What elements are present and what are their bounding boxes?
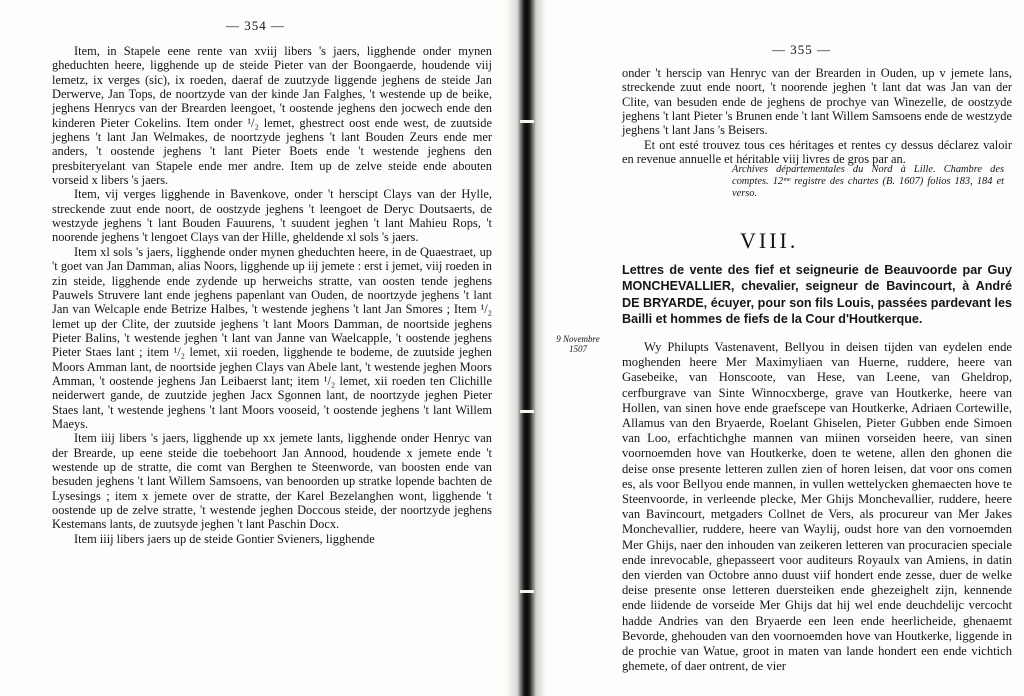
gutter-speck — [520, 410, 534, 413]
page-number-354: — 354 — — [226, 18, 285, 33]
paragraph-continuation: onder 't herscip van Henryc van der Brearden in Ouden, up v jemete lans, streckende zuut ende noort, 't noorende jeghen 't lant dat was Jan van der Clite, van besuden ende de jeghens de prochye van Winezelle, de oostzyde jeghens 't lant Pieter 's Brunen ende 't lant Willem Samsoens ende de westzyde jeghens 't lant Jans 's Beisers. — [622, 66, 1012, 138]
paragraph-summary: Et ont esté trouvez tous ces héritages et rentes cy dessus déclarez valoir en revenue annuelle et héritable viij livres de gros par an. — [622, 137, 1012, 167]
right-page-top-text — [622, 66, 1012, 166]
left-page — [0, 0, 506, 696]
paragraph-bavenkove: Item, vij verges ligghende in Bavenkove, onder 't herscipt Clays van der Hylle, streckende zuut ende noort, de oostzyde jeghens 't leengoet de Deryc Doutsaerts, de westzyde jeghens 't lant Bouden Fauurens, 't suudent jeghen 't lant Mahieu Rops, 't noorende jeghens 't lengoet Clays van der Hille, gheldende xl sols 's jaers. — [52, 187, 492, 245]
right-page — [546, 0, 1024, 696]
gutter-speck — [520, 590, 534, 593]
paragraph-quaestraet: Item xl sols 's jaers, ligghende onder mynen gheduchten heere, in de Quaestraet, up 't goet van Jan Damman, alias Noors, ligghende up iij jemete : erst i jemet, viij roeden in zin steide, ligghende ende zydende up herweichs stratte, van oosten tende jeghens Pauwels Struvere lant ende jeghens papenlant van Ouden, de noortzyde jeghens 't lant Jan van Welcaple ende Betrize Halbes, 't westende jeghens 't lant Jan Smores ; Item ¹/₂ lemet up der Clite, der zuutside jeghens 't lant Moors Damman, de noortside jeghens Pieter Balins, 't westende jeghen 't lant van Janne van Waelcapple, 't oostende jeghens Pieter Staes lant ; item ¹/₂ lemet, xii roeden, ligghende te bodeme, de zuutside jeghen Moors Amman lant, de noortside jeghen Clays van Abele lant, 't westende jeghen Moors Amman, 't oostende jeghens Jan Leibaerst lant; item ¹/₂ lemet, xii roeden ten Clichille neiderwert gande, de zuutzide jeghen Jacx Sgonnen lant, de noortzyde jeghen Pieter Staes lant, 't westende jeghens 't lant Moors vooseid, 't oostende jeghens 't lant Willem Maeys. — [52, 244, 492, 431]
left-page-text — [52, 44, 492, 546]
right-page-main-text — [622, 340, 1012, 674]
margin-date-note: 9 Novembre 1507 — [556, 334, 600, 354]
archive-reference: Archives départementales du Nord à Lille. Chambre des comptes. 12ᵐᵉ registre des chartes (B. 1607) folios 183, 184 et verso. — [732, 164, 1004, 200]
page-number-355: — 355 — — [772, 42, 831, 57]
paragraph-brearde: Item iiij libers 's jaers, ligghende up xx jemete lants, ligghende onder Henryc van der Brearde, up eene steide die toebehoort Jan Annood, houdende x jemete ende 't westende up de stratte, die comt van Berghen te Steenworde, van boosten ende van besuden jeghens 't lant Willem Samsoens, van benoorden up stratke lopende bachten de Lysesings ; item x jemete over de stratte, der Karel Bezelanghen wont, ligghende 't oostende up de zelve stratte, 't westende jeghen Doccous steide, der noortzyde jeghens Kestemans lants, de zuutsyde jeghen 't lant Paschin Docx. — [52, 431, 492, 532]
paragraph-philupts: Wy Philupts Vastenavent, Bellyou in deisen tijden van eydelen ende moghenden heere Mer Maximyliaen van Huerne, ruddere, heere van Gasebeike, van Honscoote, van Hese, van Leene, van Gheldrop, cerfburgrave van Sinte Winnocxberge, grave van Houtkerke, heere van Hollen, van sinen hove ende graefscepe van Houtkerke, Adriaen Cortewille, Allamus van den Bryaerde, Roelant Ghiselen, Pieter Gubben ende Simoen van Loo, erfachtichghe mannen van miinen vorseiden heere, van sinen voornoemden hove van Houtkerke, doen te wetene, allen den ghonen die deise onse presente letteren zullen zien of horen leisen, dat voor ons comen es, als voor Bellyou ende mannen, in vullen wettelycken ghemaecten hove te Steenvoorde, in verleende plecke, Mer Ghijs Monchevallier, ruddere, heere van Bavincourt, metgaders Collnet de Vers, als procureur van Mer Jakes Monchevallier, ruddere, heere van Waylij, oudst hore van den vornoemden Mer Ghijs, naer den inhouden van zeikeren letteren van procuracien speciale ende inrevocable, ghepasseert voor auditeurs Royaulx van Amiens, in datin den vierden van Octobre anno duust viif hondert ende zesse, duer de welke deise presente onse letteren duersteiken ende ghezeighelt zijn, kennende ende liidende de vorseide Mer Ghijs dat hij wel ende deuchdelijc vercocht hadde Andries van den Bryaerde een leen ende heerlicheide, ghenaemt Bevorde, ghehouden van den voornoemden hove van Houtkerke, liggende in de prochie van Watue, groot in maten van lande hondert een ende vichtich ghemete, of daer ontrent, de vier — [622, 340, 1012, 674]
paragraph-gontier: Item iiij libers jaers up de steide Gontier Svieners, ligghende — [74, 531, 375, 546]
chapter-number: VIII. — [740, 228, 799, 253]
section-heading: Lettres de vente des fief et seigneurie de Beauvoorde par Guy MONCHEVALLIER, chevalier, seigneur de Bavincourt, à André DE BRYARDE, écuyer, pour son fils Louis, passées pardevant les Bailli et hommes de fiefs de la Cour d'Houtkerque. — [622, 263, 1012, 327]
gutter-speck — [520, 120, 534, 123]
paragraph-stapele: Item, in Stapele eene rente van xviij libers 's jaers, ligghende onder mynen gheduchten heere, ligghende up de steide Pieter van der Boongaerde, houdende viij lemetz, ix verges (sic), ix roeden, daeraf de zuutzyde liggende jeghens de steide Jan Derwerve, Jan Tops, de noortzyde van der kinde Jan Falghes, 't westende up de beike, jeghens Henrycs van der Brearden leengoet, 't oostende jeghens den jocwech ende den kinderen Pieter Cokelins. Item onder ¹/₂ lemet, ghestrect oost ende west, de zuutside jeghens 't lant Jan Welmakes, de noortzyde jeghens 't lant Bouden Zeurs ende mer anders, 't oostende jeghens 't lant Pieter Boets ende 't westende jeghens den presbiteryelant van Stapele ende mer andre. Item up de zelve steide ende abouten vorseid x libers 's jaers. — [52, 44, 492, 188]
